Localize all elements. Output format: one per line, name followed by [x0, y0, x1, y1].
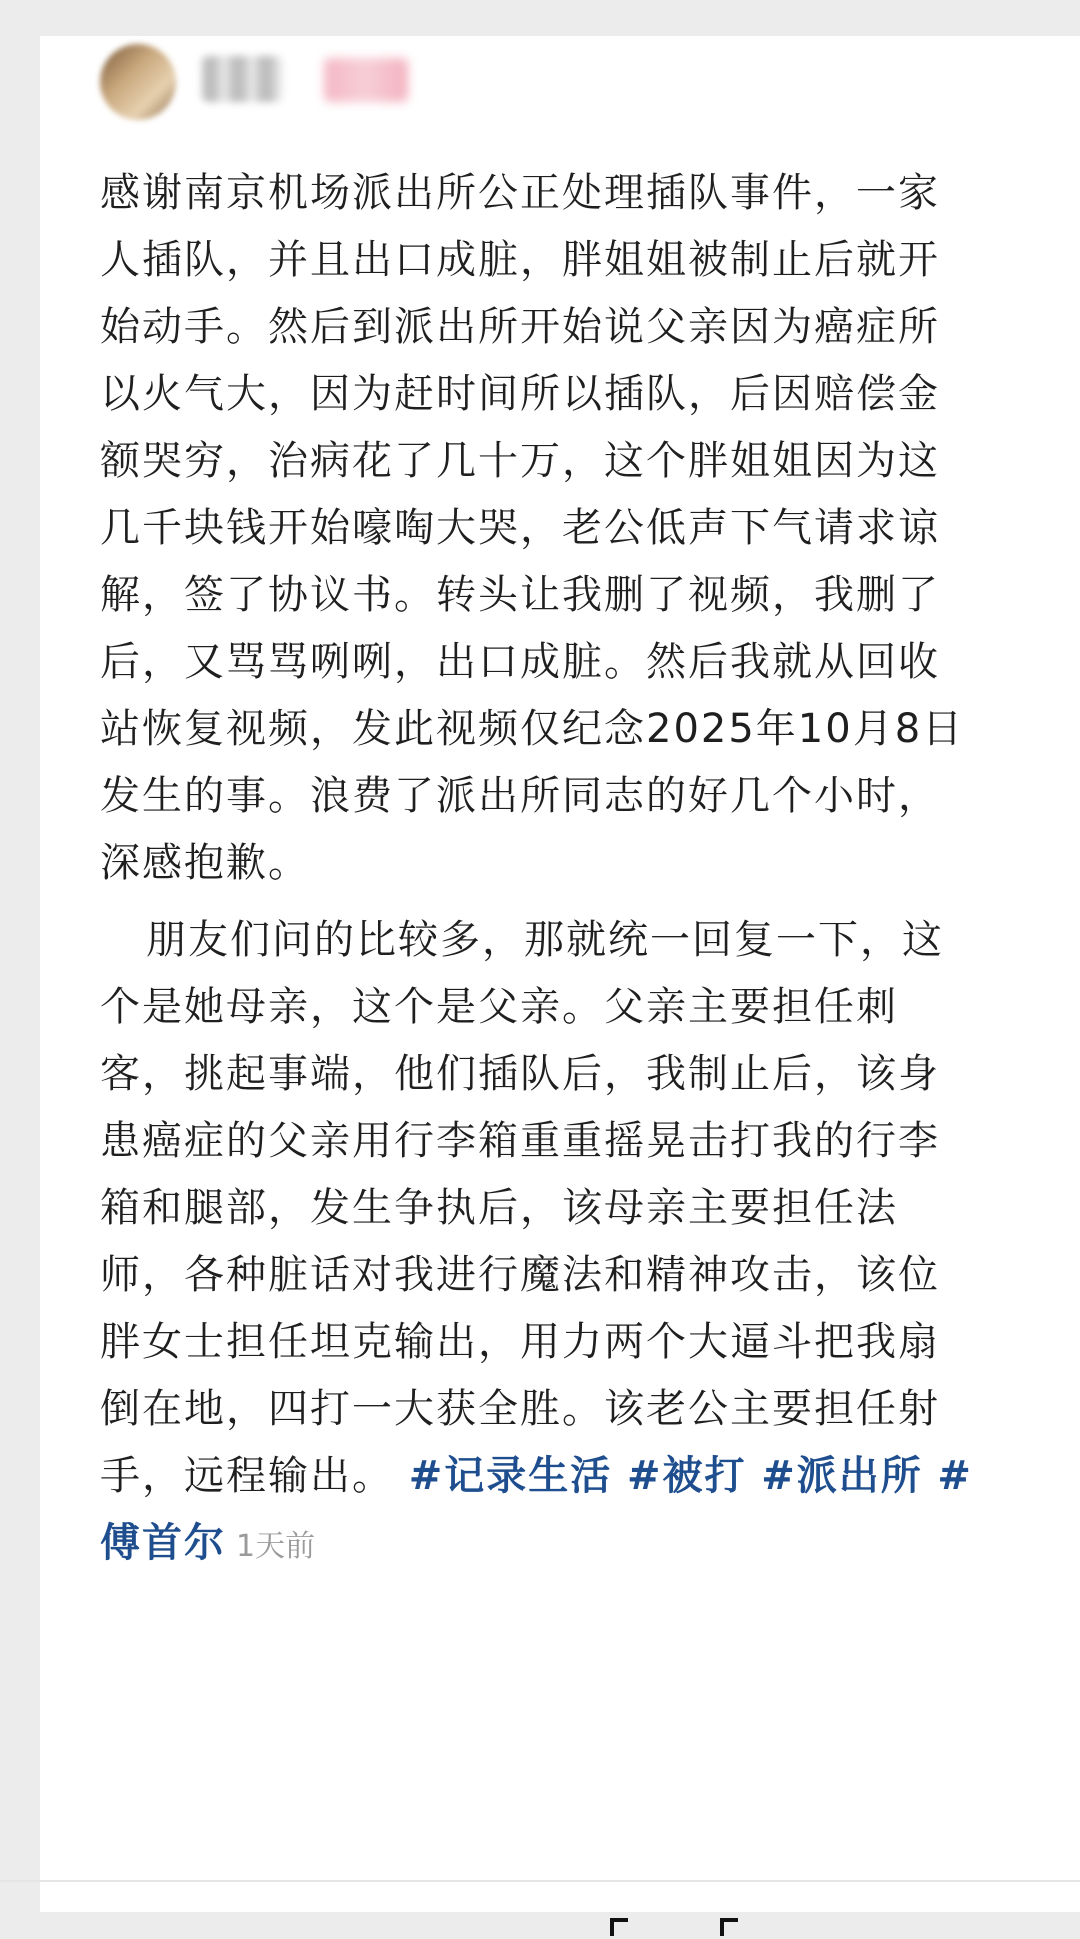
hashtag-beaten[interactable]: #被打	[626, 1453, 747, 1499]
cropped-bottom-icons	[610, 1918, 750, 1939]
username-blurred[interactable]	[202, 56, 282, 102]
post-time: 1天前	[236, 1529, 316, 1564]
cropped-icon-2	[720, 1918, 738, 1936]
avatar[interactable]	[100, 44, 176, 120]
post-content	[100, 160, 980, 1580]
divider	[0, 1880, 1080, 1882]
post-paragraph-2-text: 朋友们问的比较多，那就统一回复一下，这个是她母亲，这个是父亲。父亲主要担任刺客，挑起事端，他们插队后，我制止后，该身患癌症的父亲用行李箱重重摇晃击打我的行李箱和腿部，发生争执后，该母亲主要担任法师，各种脏话对我进行魔法和精神攻击，该位胖女士担任坦克输出，用力两个大逼斗把我扇倒在地，四打一大获全胜。该老公主要担任射手，远程输出。	[100, 917, 944, 1499]
post-header	[100, 44, 500, 124]
cropped-icon-1	[610, 1918, 628, 1936]
post-paragraph-2	[100, 907, 980, 1580]
hashtag-record-life[interactable]: #记录生活	[408, 1453, 613, 1499]
hashtag-police-station[interactable]: #派出所	[761, 1453, 923, 1499]
hashtag-fu-shouer[interactable]: #傅首尔	[100, 1453, 973, 1566]
user-badge-blurred	[324, 58, 408, 102]
post-paragraph-1: 感谢南京机场派出所公正处理插队事件，一家人插队，并且出口成脏，胖姐姐被制止后就开始动手。然后到派出所开始说父亲因为癌症所以火气大，因为赶时间所以插队，后因赔偿金额哭穷，治病花了几十万，这个胖姐姐因为这几千块钱开始嚎啕大哭，老公低声下气请求谅解，签了协议书。转头让我删了视频，我删了后，又骂骂咧咧，出口成脏。然后我就从回收站恢复视频，发此视频仅纪念2025年10月8日发生的事。浪费了派出所同志的好几个小时，深感抱歉。	[100, 170, 965, 886]
